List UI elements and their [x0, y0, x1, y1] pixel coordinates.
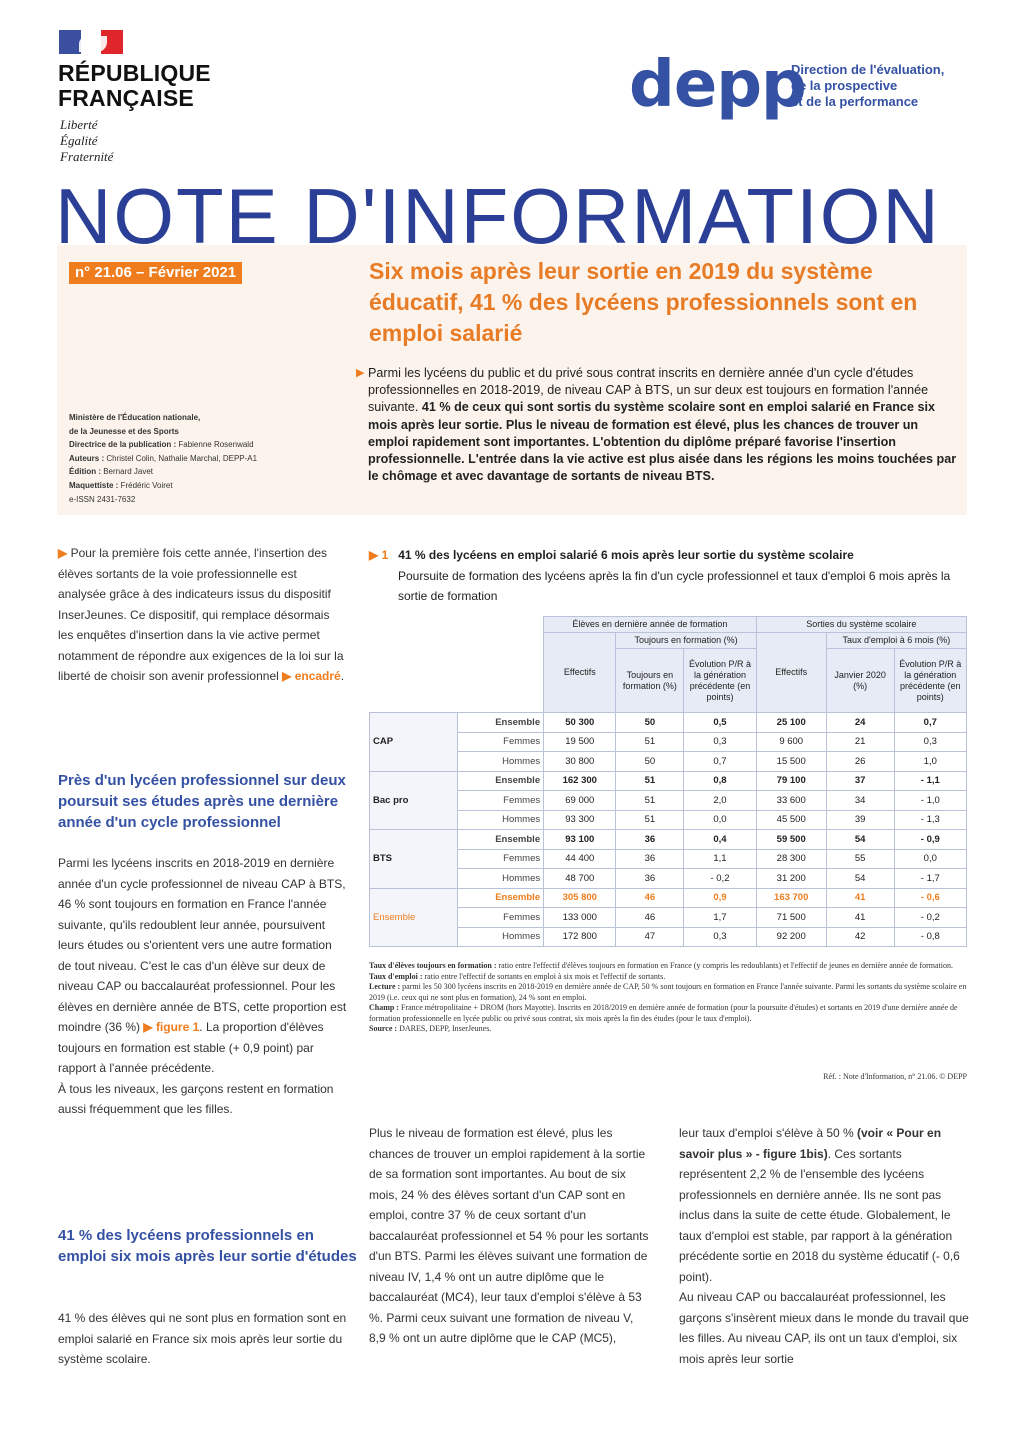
- table-cell: 1,1: [684, 849, 756, 869]
- table-cell: 55: [826, 849, 894, 869]
- colophon-line: Édition : Bernard Javet: [69, 467, 154, 477]
- note-line: Taux d'emploi : ratio entre l'effectif de sortants en emploi à six mois et l'effectif de sortants.: [369, 971, 666, 981]
- link-arrow-icon: ▶: [282, 669, 295, 683]
- motto: [60, 117, 113, 165]
- table-cell: 30 800: [544, 752, 616, 772]
- link-arrow-icon: ▶: [143, 1020, 156, 1034]
- table-row: [370, 888, 967, 908]
- table-cell: 1,0: [894, 752, 966, 772]
- table-cell: 0,8: [684, 771, 756, 791]
- abstract-part-1: Parmi les lycéens du public et du privé sous contrat inscrits en dernière année d'un cycle d'études professionnelles en 2018-2019, de niveau CAP à BTS, un sur deux est toujours en formation l'année suivante.: [368, 366, 929, 415]
- row-sub-label: Hommes: [458, 752, 544, 772]
- table-cell: 0,3: [894, 732, 966, 752]
- table-cell: 92 200: [756, 927, 826, 947]
- table-cell: - 0,2: [684, 869, 756, 889]
- row-sub-label: Ensemble: [458, 713, 544, 733]
- header-janvier: Janvier 2020 (%): [826, 649, 894, 713]
- middle-paragraph: Plus le niveau de formation est élevé, plus les chances de trouver un emploi rapidement à la sortie de sa formation sont importantes. Au bout de six mois, 24 % des élèves sortant d'un CAP sont en emploi, contre 37 % de ceux sortant d'un baccalauréat professionnel et 54 % pour les sortants d'un BTS. Parmi les élèves suivant une formation de niveau IV, 1,4 % ont un autre diplôme que le baccalauréat (MC4), leur taux d'emploi s'élève à 53 %. Parmi ceux suivant une formation de niveau V, 8,9 % ont un autre diplôme que le CAP (MC5),: [369, 1126, 649, 1345]
- right-text-c: . Ces sortants représentent 2,2 % de l'ensemble des lycéens professionnels en dernière année. Ils ne sont pas inclus dans la suite de cette étude. Globalement, le taux d'emploi est stable, par rapport à la génération précédente sortie en 2018 du système éducatif (- 0,6 point).: [679, 1146, 960, 1284]
- table-cell: 33 600: [756, 791, 826, 811]
- table-cell: 39: [826, 810, 894, 830]
- table-row: [370, 732, 967, 752]
- figure-number: ▶ 1: [369, 548, 389, 562]
- header-taux: Taux d'emploi à 6 mois (%): [826, 633, 966, 649]
- table-cell: 46: [616, 908, 684, 928]
- table-cell: 0,0: [684, 810, 756, 830]
- arrow-right-icon: ▶: [58, 546, 68, 560]
- motto-fraternite: Fraternité: [60, 149, 114, 164]
- row-group-label: CAP: [370, 713, 458, 772]
- table-cell: 172 800: [544, 927, 616, 947]
- table-row: [370, 927, 967, 947]
- table-cell: 59 500: [756, 830, 826, 850]
- header-group-1: Élèves en dernière année de formation: [544, 617, 757, 633]
- note-line: Champ : France métropolitaine + DROM (hors Mayotte). Inscrits en 2018/2019 en dernière année de formation (pour la poursuite d'études) et sortants en 2019 d'une dernière année de formation professionnelle en lycée public ou privé sous contrat, six mois après la fin des études (pour le taux d'emploi).: [369, 1003, 958, 1023]
- table-cell: 51: [616, 791, 684, 811]
- paragraph-1-text-c: À tous les niveaux, les garçons restent en formation aussi fréquemment que les filles.: [58, 1081, 334, 1116]
- row-sub-label: Femmes: [458, 791, 544, 811]
- table-cell: - 0,6: [894, 888, 966, 908]
- table-cell: 45 500: [756, 810, 826, 830]
- paragraph-1-text: Parmi les lycéens inscrits en 2018-2019 en dernière année d'un cycle professionnel de niveau CAP à BTS, 46 % sont toujours en formation en France l'année suivante, qu'ils redoublent leur année, poursuivent leurs études ou s'orientent vers une autre formation de tout niveau. C'est le cas d'un élève sur deux de niveau CAP ou baccalauréat professionnel. Pour les élèves en dernière année de BTS, cette proportion est moindre (36 %): [58, 856, 347, 1034]
- row-group-label: Ensemble: [370, 888, 458, 947]
- table-cell: 46: [616, 888, 684, 908]
- paragraph-2: 41 % des élèves qui ne sont plus en formation sont en emploi salarié en France six mois après leur sortie du système scolaire.: [58, 1311, 347, 1366]
- table-cell: 37: [826, 771, 894, 791]
- header-effectifs-1: Effectifs: [544, 633, 616, 713]
- table-cell: 36: [616, 830, 684, 850]
- row-sub-label: Hommes: [458, 869, 544, 889]
- table-row: [370, 713, 967, 733]
- row-sub-label: Ensemble: [458, 888, 544, 908]
- table-cell: 51: [616, 732, 684, 752]
- table-row: [370, 830, 967, 850]
- table-cell: 21: [826, 732, 894, 752]
- table-cell: - 0,2: [894, 908, 966, 928]
- table-cell: 0,3: [684, 732, 756, 752]
- table-row: [370, 752, 967, 772]
- table-cell: 1,7: [684, 908, 756, 928]
- note-title: NOTE D'INFORMATION: [55, 172, 941, 260]
- table-row: [370, 791, 967, 811]
- republique-line-1: RÉPUBLIQUE: [58, 60, 211, 86]
- table-cell: 163 700: [756, 888, 826, 908]
- figure-heading: 41 % des lycéens en emploi salarié 6 mois après leur sortie du système scolaire: [398, 548, 854, 562]
- table-cell: 31 200: [756, 869, 826, 889]
- row-sub-label: Ensemble: [458, 771, 544, 791]
- table-cell: 54: [826, 830, 894, 850]
- paragraph-1: [58, 853, 348, 1120]
- table-row: [370, 869, 967, 889]
- table-cell: 162 300: [544, 771, 616, 791]
- intro-text: Pour la première fois cette année, l'insertion des élèves sortants de la voie professionnelle est analysée grâce à des indicateurs issus du dispositif InserJeunes. Ce dispositif, qui remplace désormais les enquêtes d'insertion dans la vie active permet notamment de répondre aux exigences de la loi sur la liberté de choisir son avenir professionnel: [58, 546, 344, 683]
- right-paragraph: [679, 1123, 969, 1369]
- intro-paragraph: ▶ Pour la première fois cette année, l'insertion des élèves sortants de la voie professionnelle est analysée grâce à des indicateurs issus du dispositif InserJeunes. Ce dispositif, qui remplace désormais les enquêtes d'insertion dans la vie active permet notamment de répondre aux exigences de la loi sur la liberté de choisir son avenir professionnel ▶ encadré.: [58, 546, 345, 683]
- colophon: [69, 411, 329, 506]
- table-cell: - 0,8: [894, 927, 966, 947]
- table-cell: 93 100: [544, 830, 616, 850]
- table-cell: 48 700: [544, 869, 616, 889]
- table-cell: 51: [616, 771, 684, 791]
- figure-reference: Réf. : Note d'Information, n° 21.06. © DEPP: [823, 1072, 967, 1081]
- colophon-line: Auteurs : Christel Colin, Nathalie Marchal, DEPP-A1: [69, 453, 258, 463]
- table-cell: 47: [616, 927, 684, 947]
- arrow-right-icon: ▶: [356, 367, 365, 379]
- table-cell: - 1,0: [894, 791, 966, 811]
- right-text-link: (voir « Pour en savoir plus » - figure 1bis): [679, 1126, 942, 1161]
- table-header-row: [370, 617, 967, 633]
- row-sub-label: Hommes: [458, 810, 544, 830]
- figure-title: [369, 545, 959, 607]
- row-sub-label: Ensemble: [458, 830, 544, 850]
- table-cell: 44 400: [544, 849, 616, 869]
- note-line: Taux d'élèves toujours en formation : ratio entre l'effectif d'élèves toujours en formation en France (y compris les redoublants) et l'effectif de jeunes en dernière année de formation.: [369, 961, 953, 970]
- republique-line-2: FRANÇAISE: [58, 85, 194, 111]
- abstract-part-2: 41 % de ceux qui sont sortis du système scolaire sont en emploi salarié en France six mois après leur sortie. Plus le niveau de formation est élevé, plus les chances de trouver un emploi rapidement sont importantes. L'obtention du diplôme préparé favorise l'insertion professionnelle. L'entrée dans la vie active est plus aisée dans les régions les moins touchées par le chômage et avec davantage de sortants de niveau BTS.: [368, 400, 957, 484]
- abstract: [356, 365, 960, 485]
- table-row: [370, 849, 967, 869]
- table-cell: 50 300: [544, 713, 616, 733]
- table-cell: 36: [616, 849, 684, 869]
- table-cell: 79 100: [756, 771, 826, 791]
- depp-subtitle: [791, 62, 944, 110]
- table-cell: 0,9: [684, 888, 756, 908]
- republique-flag-logo: [59, 30, 123, 54]
- depp-sub-line-1: Direction de l'évaluation,: [791, 62, 945, 77]
- section-heading-1: Près d'un lycéen professionnel sur deux poursuit ses études après une dernière année d'un cycle professionnel: [58, 772, 346, 831]
- header-group-2: Sorties du système scolaire: [756, 617, 966, 633]
- table-cell: 25 100: [756, 713, 826, 733]
- table-cell: 54: [826, 869, 894, 889]
- issue-badge: n° 21.06 – Février 2021: [69, 262, 242, 284]
- table-cell: 305 800: [544, 888, 616, 908]
- header-evolution-1: Évolution P/R à la génération précédente (en points): [684, 649, 756, 713]
- motto-liberte: Liberté: [60, 117, 98, 132]
- row-group-label: BTS: [370, 830, 458, 889]
- table-cell: 26: [826, 752, 894, 772]
- motto-egalite: Égalité: [60, 133, 98, 148]
- table-cell: 36: [616, 869, 684, 889]
- depp-logo: depp: [629, 48, 806, 122]
- table-cell: - 0,9: [894, 830, 966, 850]
- table-cell: 0,3: [684, 927, 756, 947]
- table-cell: 69 000: [544, 791, 616, 811]
- table-cell: 133 000: [544, 908, 616, 928]
- table-cell: 41: [826, 888, 894, 908]
- republique-francaise-logo: [58, 61, 211, 111]
- table-cell: - 1,7: [894, 869, 966, 889]
- table-row: [370, 810, 967, 830]
- table-cell: 42: [826, 927, 894, 947]
- headline: Six mois après leur sortie en 2019 du système éducatif, 41 % des lycéens professionnels sont en emploi salarié: [369, 258, 918, 346]
- table-cell: 15 500: [756, 752, 826, 772]
- right-text-a: leur taux d'emploi s'élève à 50 %: [679, 1126, 858, 1140]
- right-text-2: Au niveau CAP ou baccalauréat professionnel, les garçons s'insèrent mieux dans le monde du travail que les filles. Au niveau CAP, ils ont un taux d'emploi, six mois après leur sortie: [679, 1290, 969, 1366]
- header-effectifs-2: Effectifs: [756, 633, 826, 713]
- note-line: Source : DARES, DEPP, InserJeunes.: [369, 1024, 492, 1033]
- table-cell: 34: [826, 791, 894, 811]
- figure-notes: [369, 961, 967, 1035]
- row-sub-label: Femmes: [458, 908, 544, 928]
- encadre-link[interactable]: encadré: [294, 669, 341, 683]
- table-cell: 50: [616, 713, 684, 733]
- colophon-line: de la Jeunesse et des Sports: [69, 426, 179, 436]
- table-cell: - 1,1: [894, 771, 966, 791]
- paragraph-1-text-b: . La proportion d'élèves toujours en formation est stable (+ 0,9 point) par rapport à l'année précédente.: [58, 1020, 324, 1075]
- figure-1-link[interactable]: figure 1: [155, 1020, 200, 1034]
- table-cell: 19 500: [544, 732, 616, 752]
- row-group-label: Bac pro: [370, 771, 458, 830]
- row-sub-label: Femmes: [458, 732, 544, 752]
- row-sub-label: Femmes: [458, 849, 544, 869]
- table-cell: 0,5: [684, 713, 756, 733]
- table-cell: 71 500: [756, 908, 826, 928]
- colophon-line: e-ISSN 2431-7632: [69, 494, 136, 504]
- table-cell: - 1,3: [894, 810, 966, 830]
- table-cell: 0,0: [894, 849, 966, 869]
- section-heading-2: 41 % des lycéens professionnels en emploi six mois après leur sortie d'études: [58, 1227, 357, 1265]
- table-cell: 41: [826, 908, 894, 928]
- table-cell: 51: [616, 810, 684, 830]
- colophon-line: Ministère de l'Éducation nationale,: [69, 413, 201, 422]
- table-cell: 24: [826, 713, 894, 733]
- depp-sub-line-2: de la prospective: [791, 78, 898, 93]
- depp-sub-line-3: et de la performance: [791, 94, 919, 109]
- table-cell: 9 600: [756, 732, 826, 752]
- table-cell: 28 300: [756, 849, 826, 869]
- note-line: Lecture : parmi les 50 300 lycéens inscrits en 2018-2019 en dernière année de CAP, 50 % sont toujours en formation en France l'année suivante. Parmi les sortants du système scolaire en 2019 (i.e. ceux qui ne sont plus en formation), 24 % sont en emploi.: [369, 982, 967, 1002]
- figure-subtitle: Poursuite de formation des lycéens après la fin d'un cycle professionnel et taux d'emploi 6 mois après la sortie de formation: [398, 568, 951, 603]
- table-cell: 50: [616, 752, 684, 772]
- header-toujours-pct: Toujours en formation (%): [616, 649, 684, 713]
- table-row: [370, 908, 967, 928]
- table-cell: 2,0: [684, 791, 756, 811]
- colophon-line: Directrice de la publication : Fabienne Rosenwald: [69, 440, 254, 450]
- header-evolution-2: Évolution P/R à la génération précédente (en points): [894, 649, 966, 713]
- colophon-line: Maquettiste : Frédéric Voiret: [69, 480, 173, 490]
- row-sub-label: Hommes: [458, 927, 544, 947]
- table-cell: 0,4: [684, 830, 756, 850]
- header-toujours: Toujours en formation (%): [616, 633, 756, 649]
- table-cell: 0,7: [684, 752, 756, 772]
- table-cell: 0,7: [894, 713, 966, 733]
- table-cell: 93 300: [544, 810, 616, 830]
- data-table: [369, 616, 967, 947]
- table-corner: [370, 617, 544, 713]
- table-row: [370, 771, 967, 791]
